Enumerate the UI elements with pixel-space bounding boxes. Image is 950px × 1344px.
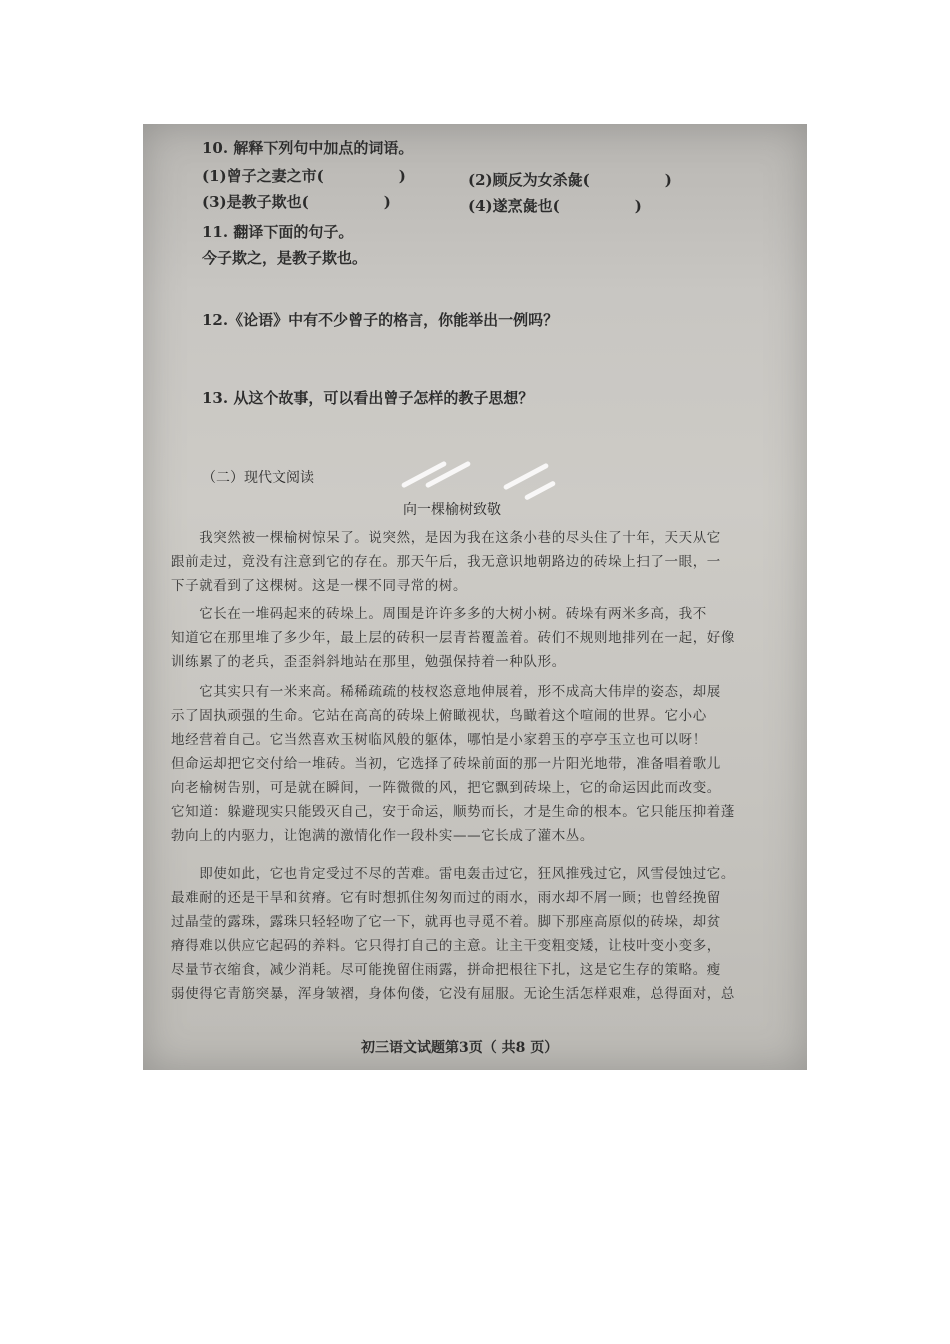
passage-line: 即使如此，它也肯定受过不尽的苦难。雷电轰击过它，狂风推残过它，风雪侵蚀过它。 [171,866,735,882]
question-10-item-2: (2)顾反为女杀彘( ) [468,171,672,189]
question-11-sentence: 今子欺之，是教子欺也。 [202,249,368,267]
exam-page-photo [143,124,807,1070]
passage-line: 瘠得难以供应它起码的养料。它只得打自己的主意。让主干变粗变矮，让枝叶变小变多， [171,938,721,954]
question-10-stem: 10. 解释下列句中加点的词语。 [202,139,414,157]
question-10-item-1: (1)曾子之妻之市( ) [202,167,406,185]
passage-line: 跟前走过，竟没有注意到它的存在。那天午后，我无意识地朝路边的砖垛上扫了一眼，一 [171,554,721,570]
passage-line: 我突然被一棵榆树惊呆了。说突然，是因为我在这条小巷的尽头住了十年，天天从它 [171,530,721,546]
question-10-item-3: (3)是教子欺也( ) [202,193,391,211]
passage-line: 知道它在那里堆了多少年，最上层的砖积一层青苔覆盖着。砖们不规则地排列在一起，好像 [171,630,735,646]
passage-line: 勃向上的内驱力，让饱满的激情化作一段朴实——它长成了灌木丛。 [171,828,594,844]
passage-line: 下子就看到了这棵树。这是一棵不同寻常的树。 [171,578,468,594]
passage-line: 但命运却把它交付给一堆砖。当初，它选择了砖垛前面的那一片阳光地带，准备唱着歌儿 [171,756,721,772]
question-10-item-4: (4)遂烹彘也( ) [468,197,642,215]
passage-line: 最难耐的还是干旱和贫瘠。它有时想抓住匆匆而过的雨水，雨水却不屑一顾；也曾经挽留 [171,890,721,906]
passage-line: 示了固执顽强的生命。它站在高高的砖垛上俯瞰视状，鸟瞰着这个喧闹的世界。它小心 [171,708,707,724]
glare-streak [425,461,471,489]
passage-line: 过晶莹的露珠，露珠只轻轻吻了它一下，就再也寻觅不着。脚下那座高原似的砖垛，却贫 [171,914,721,930]
section-heading: （二）现代文阅读 [202,470,314,486]
question-12: 12.《论语》中有不少曾子的格言，你能举出一例吗？ [202,311,559,329]
glare-streak [524,480,556,500]
passage-line: 尽量节衣缩食，减少消耗。尽可能挽留住雨露，拼命把根往下扎，这是它生存的策略。瘦 [171,962,721,978]
passage-line: 弱使得它青筋突暴，浑身皱褶，身体佝偻，它没有屈服。无论生活怎样艰难，总得面对，总 [171,986,735,1002]
passage-title: 向一棵榆树致敬 [403,502,501,518]
passage-line: 地经营着自己。它当然喜欢玉树临风般的躯体，哪怕是小家碧玉的亭亭玉立也可以呀！ [171,732,707,748]
question-11-stem: 11. 翻译下面的句子。 [202,223,354,241]
passage-line: 训练累了的老兵，歪歪斜斜地站在那里，勉强保持着一种队形。 [171,654,566,670]
passage-line: 它知道：躲避现实只能毁灭自己，安于命运，顺势而长，才是生命的根本。它只能压抑着蓬 [171,804,735,820]
page-footer: 初三语文试题第3页（ 共8 页） [361,1040,559,1056]
passage-line: 它长在一堆码起来的砖垛上。周围是许许多多的大树小树。砖垛有两米多高，我不 [171,606,707,622]
passage-line: 它其实只有一米来高。稀稀疏疏的枝杈恣意地伸展着，形不成高大伟岸的姿态，却展 [171,684,721,700]
passage-line: 向老榆树告别，可是就在瞬间，一阵微微的风，把它飘到砖垛上，它的命运因此而改变。 [171,780,721,796]
question-13: 13. 从这个故事，可以看出曾子怎样的教子思想？ [202,389,534,407]
